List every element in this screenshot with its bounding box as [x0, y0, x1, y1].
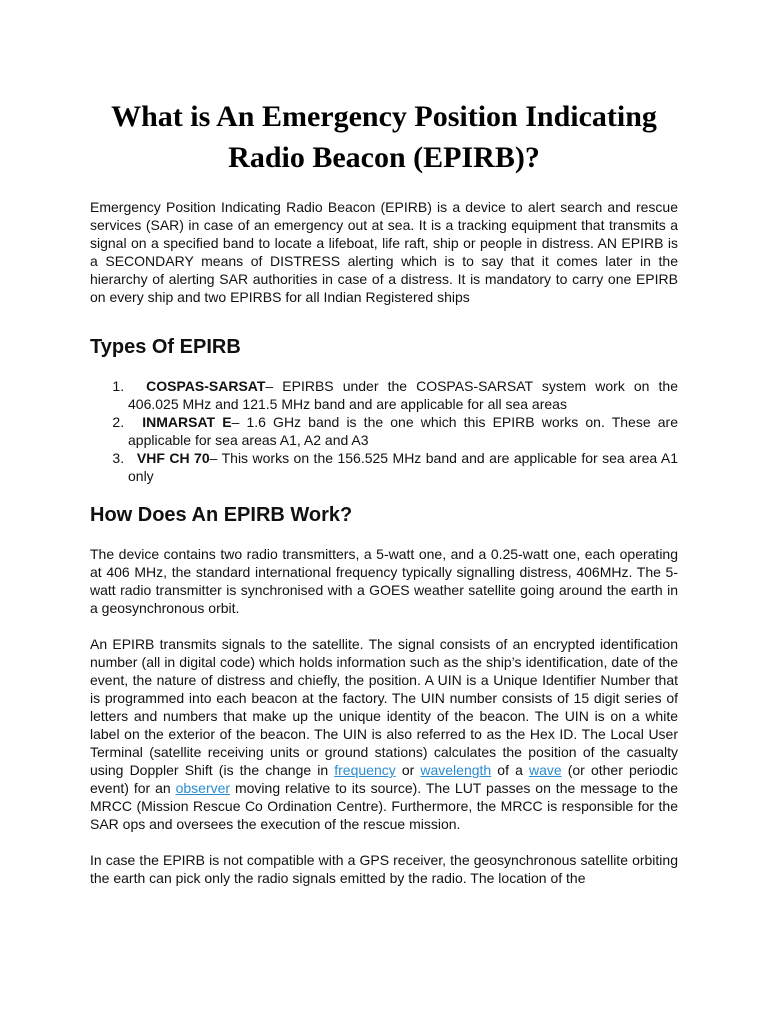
wave-link[interactable]: wave: [528, 762, 562, 778]
gps-paragraph: In case the EPIRB is not compatible with a GPS receiver, the geosynchronous satellite orbiting the earth can pick only the radio signals emitted by the radio. The location of the: [90, 852, 678, 886]
transmit-text: (or other periodic event) for an: [90, 762, 678, 796]
how-heading: How Does An EPIRB Work?: [90, 504, 353, 526]
type-name: COSPAS-SARSAT: [146, 378, 266, 394]
device-paragraph: The device contains two radio transmitters, a 5-watt one, and a 0.25-watt one, each operating at 406 MHz, the standard international frequency typically signalling distress, 406MHz. The 5-watt radio transmitter is synchronised with a GOES weather satellite going around the earth in a geosynchronous orbit.: [90, 546, 678, 616]
page-title: What is An Emergency Position Indicating Radio Beacon (EPIRB)?: [111, 100, 657, 174]
types-list: [90, 377, 678, 485]
type-description: – EPIRBS under the COSPAS-SARSAT system work on the 406.025 MHz and 121.5 MHz band and are applicable for all sea areas: [128, 378, 678, 412]
transmit-text: An EPIRB transmits signals to the satellite. The signal consists of an encrypted identification number (all in digital code) which holds information such as the ship’s identification, date of the event, the nature of distress and chiefly, the position. A UIN is a Unique Identifier Number that is programmed into each beacon at the factory. The UIN number consists of 15 digit series of letters and numbers that make up the unique identity of the beacon. The UIN is on a white label on the exterior of the beacon. The UIN is also referred to as the Hex ID. The Local User Terminal (satellite receiving units or ground stations) calculates the position of the casualty using Doppler Shift (is the change in: [90, 636, 678, 778]
transmit-text: of a: [491, 762, 529, 778]
list-item: [128, 413, 678, 449]
intro-paragraph: Emergency Position Indicating Radio Beacon (EPIRB) is a device to alert search and rescue services (SAR) in case of an emergency out at sea. It is a tracking equipment that transmits a signal on a specified band to locate a lifeboat, life raft, ship or people in distress. AN EPIRB is a SECONDARY means of DISTRESS alerting which is to say that it comes later in the hierarchy of alerting SAR authorities in case of a distress. It is mandatory to carry one EPIRB on every ship and two EPIRBS for all Indian Registered ships: [90, 199, 678, 305]
type-description: – This works on the 156.525 MHz band and are applicable for sea area A1 only: [128, 450, 678, 484]
transmit-paragraph: [90, 635, 678, 833]
wavelength-link[interactable]: wavelength: [420, 762, 492, 778]
observer-link[interactable]: observer: [175, 780, 231, 796]
list-item: [128, 449, 678, 485]
types-heading: Types Of EPIRB: [90, 336, 241, 358]
transmit-text: or: [395, 762, 421, 778]
list-item: [128, 377, 678, 413]
type-description: – 1.6 GHz band is the one which this EPIRB works on. These are applicable for sea areas A1, A2 and A3: [128, 414, 678, 448]
transmit-text: moving relative to its source). The LUT passes on the message to the MRCC (Mission Rescue Co Ordination Centre). Furthermore, the MRCC is responsible for the SAR ops and oversees the execution of the rescue mission.: [90, 780, 678, 832]
frequency-link[interactable]: frequency: [334, 762, 396, 778]
type-name: INMARSAT E: [142, 414, 232, 430]
type-name: VHF CH 70: [136, 450, 210, 466]
